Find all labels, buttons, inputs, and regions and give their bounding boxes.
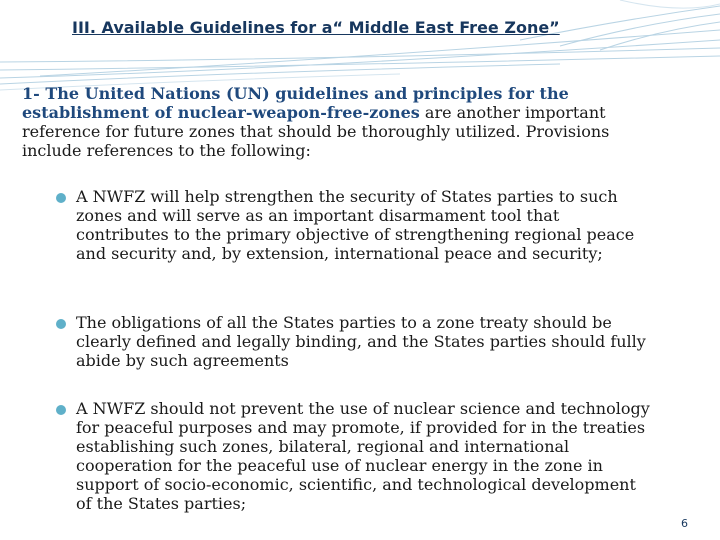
intro-highlight: The United Nations (UN) guidelines and principles for the establishment of nuclear-weapon-free-zones [22,84,569,122]
bullet-text: A NWFZ will help strengthen the security of States parties to such zones and will serve as an important disarmament tool that contributes to the primary objective of strengthening regional peace and security and, by extension, international peace and security; [76,187,635,263]
page-number: 6 [681,517,688,530]
bullet-item [56,313,656,370]
bullet-item [56,187,656,263]
bullet-icon [56,319,66,329]
intro-text: are another important reference for future zones that should be thoroughly utilized. Provisions include references to the following: [22,103,610,160]
bullet-icon [56,193,66,203]
bullet-icon [56,405,66,415]
bullet-text: The obligations of all the States parties to a zone treaty should be clearly defined and legally binding, and the States parties should fully abide by such agreements [76,313,646,370]
slide-title: III. Available Guidelines for a“ Middle East Free Zone” [72,18,560,37]
bullet-text: A NWFZ should not prevent the use of nuclear science and technology for peaceful purposes and may promote, if provided for in the treaties establishing such zones, bilateral, regional and international cooperation for the peaceful use of nuclear energy in the zone in support of socio-economic, scientific, and technological development of the States parties; [76,399,650,513]
bullet-item [56,399,656,513]
intro-number: 1- [22,84,46,103]
intro-paragraph [22,84,642,160]
